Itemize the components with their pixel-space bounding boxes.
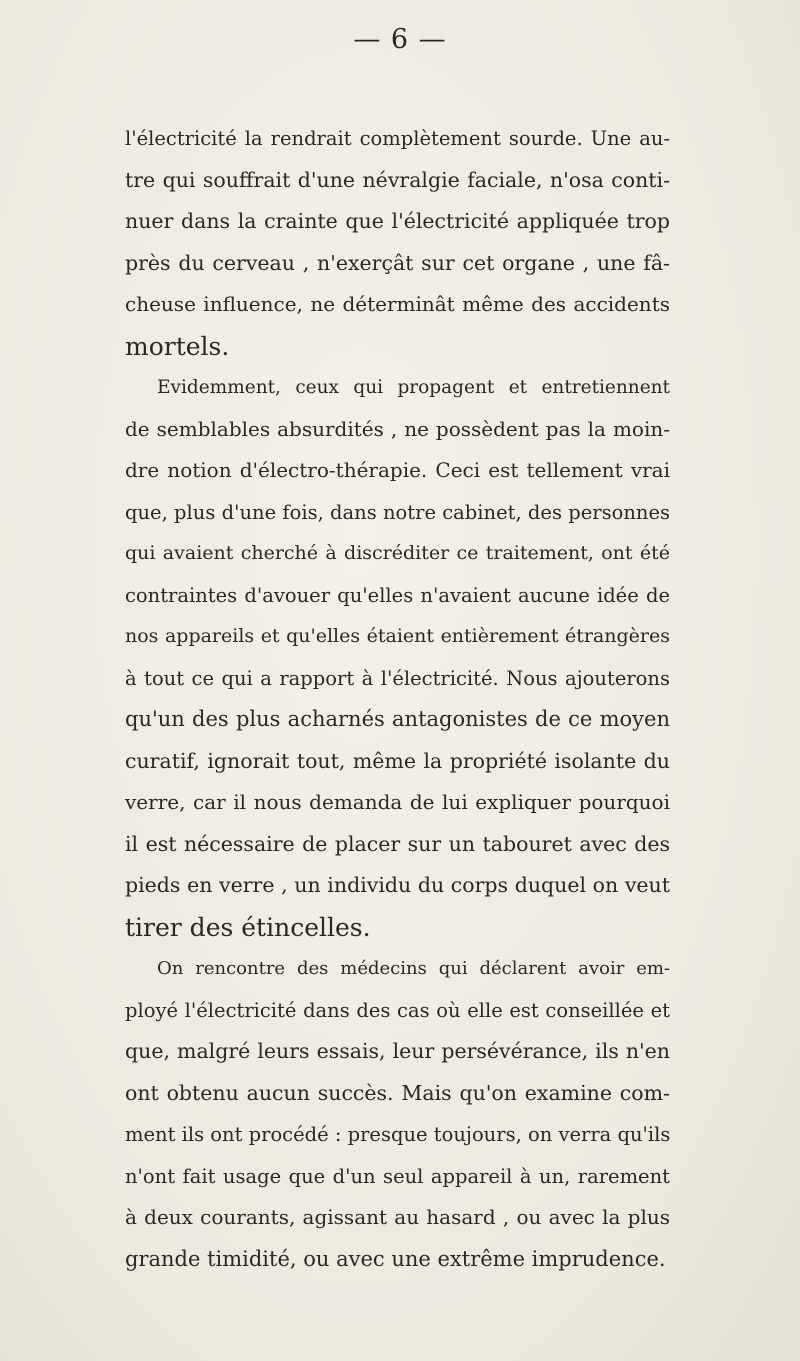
text-line: cheuse influence, ne déterminât même des accidents	[125, 292, 670, 316]
text-line: ont obtenu aucun succès. Mais qu'on examine com-	[125, 1080, 670, 1105]
text-line: grande timidité, ou avec une extrême imprudence.	[125, 1246, 666, 1271]
text-line: à deux courants, agissant au hasard , ou avec la plus	[125, 1205, 670, 1229]
body-text	[125, 118, 670, 1280]
text-line: nuer dans la crainte que l'électricité appliquée trop	[125, 209, 670, 233]
text-line: que, plus d'une fois, dans notre cabinet, des personnes	[125, 500, 670, 524]
text-line: près du cerveau , n'exerçât sur cet organe , une fâ-	[125, 250, 670, 275]
text-line: qu'un des plus acharnés antagonistes de ce moyen	[125, 707, 670, 731]
text-line: que, malgré leurs essais, leur persévérance, ils n'en	[125, 1039, 670, 1063]
text-line: de semblables absurdités , ne possèdent pas la moin-	[125, 416, 670, 441]
text-line: ment ils ont procédé : presque toujours, on verra qu'ils	[125, 1123, 671, 1146]
text-line: il est nécessaire de placer sur un tabouret avec des	[125, 831, 670, 856]
text-line: contraintes d'avouer qu'elles n'avaient aucune idée de	[125, 583, 670, 607]
text-line: mortels.	[125, 331, 230, 361]
text-line: verre, car il nous demanda de lui expliquer pourquoi	[125, 790, 670, 814]
text-line: dre notion d'électro-thérapie. Ceci est tellement vrai	[125, 458, 670, 482]
text-line: ployé l'électricité dans des cas où elle est conseillée et	[125, 998, 670, 1022]
text-line: Evidemment, ceux qui propagent et entretiennent	[157, 377, 670, 398]
text-line: curatif, ignorait tout, même la propriété isolante du	[125, 748, 670, 773]
text-line: qui avaient cherché à discréditer ce traitement, ont été	[125, 542, 670, 564]
text-line: tirer des étincelles.	[125, 912, 371, 942]
text-line: à tout ce qui a rapport à l'électricité. Nous ajouterons	[125, 666, 670, 690]
text-line: On rencontre des médecins qui déclarent avoir em-	[157, 958, 670, 979]
text-line: pieds en verre , un individu du corps duquel on veut	[125, 873, 670, 897]
text-line: l'électricité la rendrait complètement sourde. Une au-	[125, 127, 670, 150]
text-line: nos appareils et qu'elles étaient entièrement étrangères	[125, 625, 670, 647]
text-line: tre qui souffrait d'une névralgie faciale, n'osa conti-	[125, 167, 670, 192]
text-line: n'ont fait usage que d'un seul appareil à un, rarement	[125, 1164, 670, 1188]
page-number: — 6 —	[353, 24, 447, 55]
